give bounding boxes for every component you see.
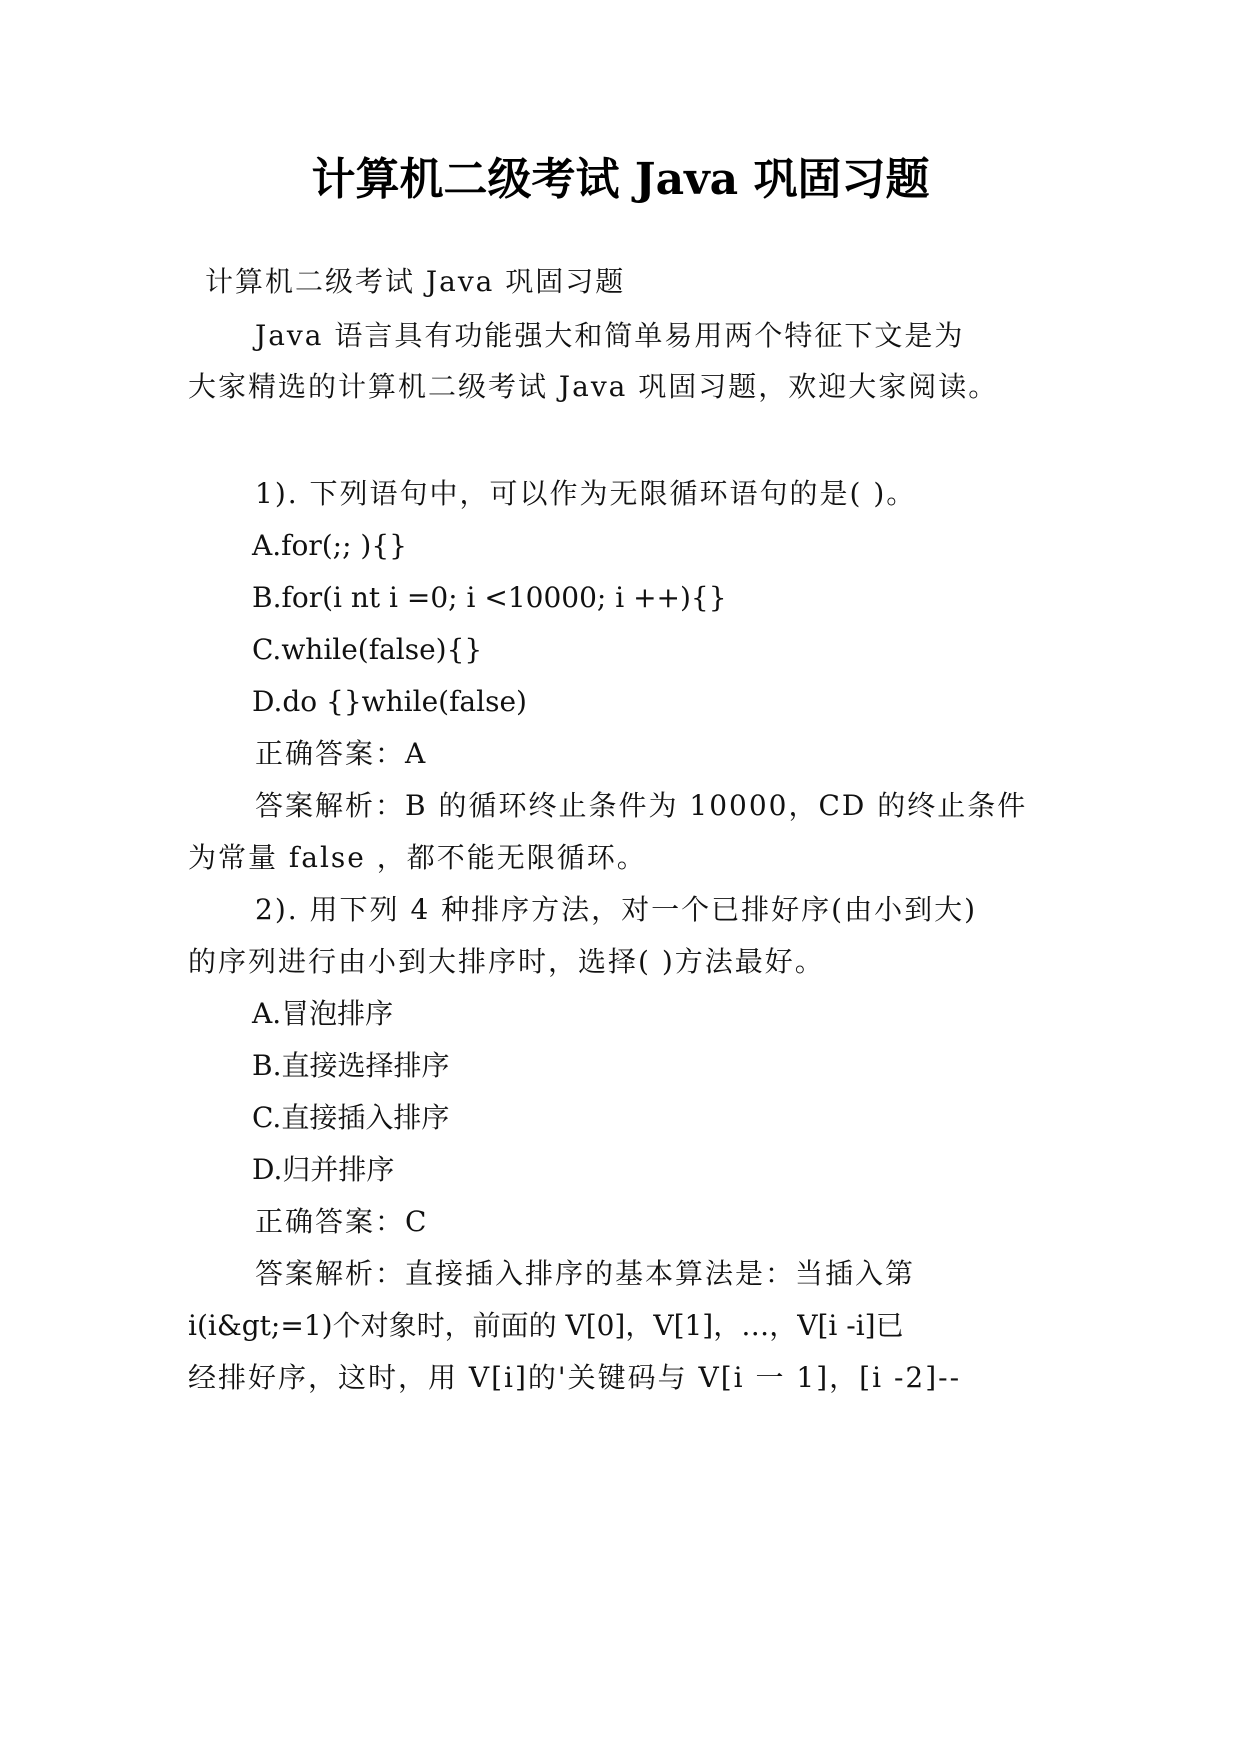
q1-analysis-line-1: 答案解析：B 的循环终止条件为 10000，CD 的终止条件 (255, 789, 1028, 822)
q2-analysis-line-3: 经排好序，这时，用 V[i]的'关键码与 V[i 一 1]，[i -2]-- (188, 1361, 962, 1394)
q2-answer: 正确答案：C (255, 1205, 429, 1238)
intro-line-1: Java 语言具有功能强大和简单易用两个特征下文是为 (255, 319, 965, 352)
q2-question-line-2: 的序列进行由小到大排序时，选择( )方法最好。 (188, 945, 825, 978)
q2-option-b: B.直接选择排序 (252, 1049, 450, 1082)
q1-option-c: C.while(false){} (252, 633, 483, 666)
q2-analysis-line-2: i(i&gt;=1)个对象时，前面的 V[0]，V[1]，…，V[i -i]已 (188, 1309, 904, 1342)
q2-question-line-1: 2). 用下列 4 种排序方法，对一个已排好序(由小到大) (255, 893, 978, 926)
q1-answer: 正确答案：A (255, 737, 428, 770)
intro-line-2: 大家精选的计算机二级考试 Java 巩固习题，欢迎大家阅读。 (188, 370, 999, 403)
q1-option-b: B.for(i nt i =0; i <10000; i ++){} (252, 581, 727, 614)
document-title: 计算机二级考试 Java 巩固习题 (311, 154, 930, 205)
document-subtitle: 计算机二级考试 Java 巩固习题 (205, 265, 626, 298)
q1-option-a: A.for(;; ){} (252, 529, 407, 562)
q1-question: 1). 下列语句中，可以作为无限循环语句的是( )。 (255, 477, 917, 510)
q2-option-d: D.归并排序 (252, 1153, 395, 1186)
q1-analysis-line-2: 为常量 false ，都不能无限循环。 (188, 841, 647, 874)
q1-option-d: D.do {}while(false) (252, 685, 527, 718)
q2-analysis-line-1: 答案解析：直接插入排序的基本算法是：当插入第 (255, 1257, 916, 1290)
q2-option-a: A.冒泡排序 (252, 997, 394, 1030)
q2-option-c: C.直接插入排序 (252, 1101, 450, 1134)
